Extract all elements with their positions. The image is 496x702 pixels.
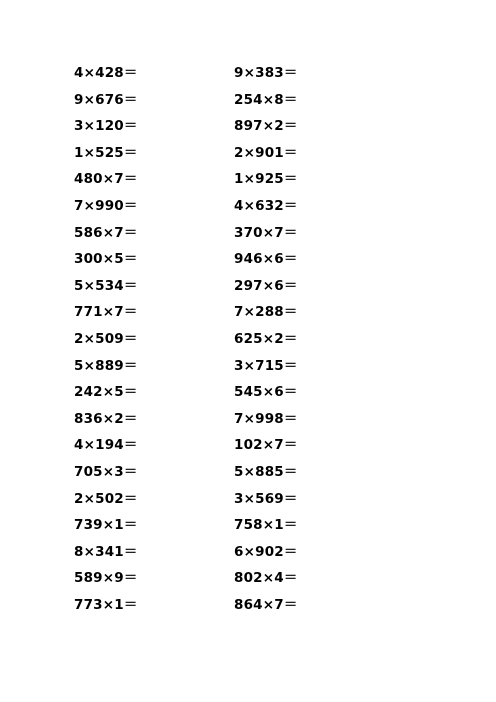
math-problem: 1×525＝ [74,144,138,161]
math-problem: 545×6＝ [234,384,298,401]
math-problem: 2×901＝ [234,144,298,161]
math-problem: 625×2＝ [234,330,298,347]
math-problem: 370×7＝ [234,224,298,241]
math-problem: 836×2＝ [74,410,138,427]
math-problem: 739×1＝ [74,517,138,534]
math-problem: 586×7＝ [74,224,138,241]
math-problem: 773×1＝ [74,596,138,613]
math-problem: 242×5＝ [74,384,138,401]
math-problem: 802×4＝ [234,570,298,587]
math-problem: 946×6＝ [234,251,298,268]
math-problem: 5×534＝ [74,277,138,294]
math-problem: 6×902＝ [234,543,298,560]
math-problem: 758×1＝ [234,517,298,534]
math-problem: 4×428＝ [74,65,138,81]
math-problem: 2×502＝ [74,490,138,507]
right-problem-column [234,63,298,621]
math-problem: 9×383＝ [234,65,298,81]
math-problem: 254×8＝ [234,91,298,108]
math-problem: 3×715＝ [234,357,298,374]
math-problem: 7×288＝ [234,304,298,321]
math-problem: 9×676＝ [74,91,138,108]
math-problem: 4×194＝ [74,437,138,454]
math-problem: 3×569＝ [234,490,298,507]
math-problem: 897×2＝ [234,118,298,135]
math-problem: 771×7＝ [74,304,138,321]
math-problem: 5×889＝ [74,357,138,374]
math-problem: 7×998＝ [234,410,298,427]
math-problem: 297×6＝ [234,277,298,294]
math-problem: 2×509＝ [74,330,138,347]
math-problem: 705×3＝ [74,463,138,480]
math-problem: 4×632＝ [234,197,298,214]
math-problem: 5×885＝ [234,463,298,480]
math-problem: 1×925＝ [234,171,298,188]
math-problem: 300×5＝ [74,251,138,268]
math-problem: 3×120＝ [74,118,138,135]
math-problem: 8×341＝ [74,543,138,560]
math-problem: 480×7＝ [74,171,138,188]
math-problem: 7×990＝ [74,197,138,214]
math-problem: 102×7＝ [234,437,298,454]
math-problem: 864×7＝ [234,596,298,613]
math-problem: 589×9＝ [74,570,138,587]
left-problem-column [74,63,138,621]
